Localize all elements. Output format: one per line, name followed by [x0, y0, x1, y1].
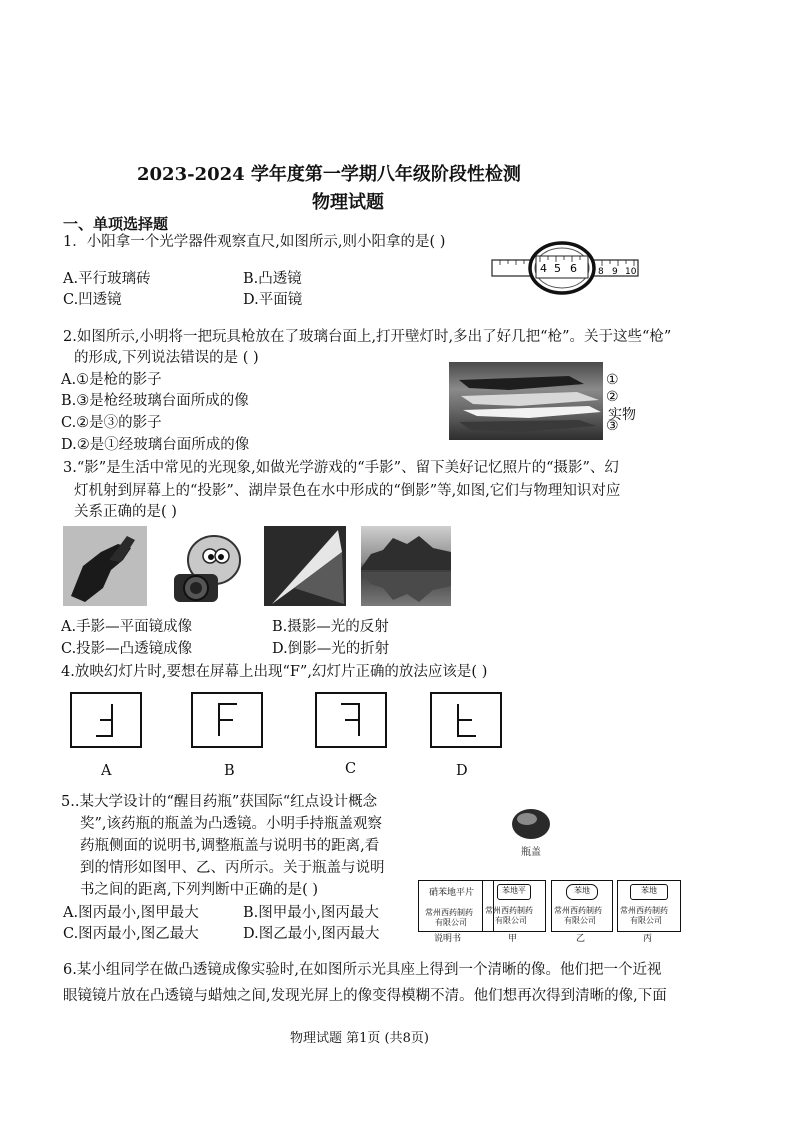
q5-stem-line5: 书之间的距离,下列判断中正确的是( ) [80, 882, 319, 898]
ruler-number: 9 [612, 267, 618, 277]
q4-label-d: D [456, 763, 468, 779]
q5-label-jia [482, 880, 546, 932]
q2-option-b: B.③是枪经玻璃台面所成的像 [61, 393, 249, 409]
ruler-number: 8 [598, 267, 604, 277]
q2-option-a: A.①是枪的影子 [61, 372, 162, 388]
q5-bottle-cap-image [510, 806, 552, 842]
q6-stem-line2: 眼镜镜片放在凸透镜与蜡烛之间,发现光屏上的像变得模糊不清。他们想再次得到清晰的像,下面 [63, 988, 667, 1004]
q5-option-b: B.图甲最小,图丙最大 [243, 905, 379, 921]
label-company-2: 有限公司 [435, 918, 467, 927]
q3-stem-line2: 灯机射到屏幕上的“投影”、湖岸景色在水中形成的“倒影”等,如图,它们与物理知识对应 [74, 483, 621, 499]
label-company: 常州西药制药 [425, 908, 473, 917]
q3-option-b: B.摄影—光的反射 [272, 619, 389, 635]
q5-caption-jia: 甲 [508, 934, 518, 944]
label-top-text: 硝苯地平片 [429, 888, 475, 898]
q5-stem-line3: 药瓶侧面的说明书,调整瓶盖与说明书的距离,看 [80, 838, 380, 854]
q5-cap-label: 瓶盖 [521, 847, 541, 858]
q2-option-c: C.②是③的影子 [61, 415, 162, 431]
q5-stem-line1: 5..某大学设计的“醒目药瓶”获国际“红点设计概念 [61, 794, 378, 810]
q2-mark-2: ② [606, 389, 619, 405]
ruler-number: 5 [554, 262, 561, 275]
exam-title: 2023-2024 学年度第一学期八年级阶段性检测 [137, 164, 521, 185]
q2-mark-object: 实物 [608, 407, 636, 423]
q5-option-c: C.图丙最小,图乙最大 [63, 926, 199, 942]
q5-stem-line4: 到的情形如图甲、乙、丙所示。关于瓶盖与说明 [80, 860, 385, 876]
q4-slide-c [315, 692, 387, 748]
q2-stem-line1: 2.如图所示,小明将一把玩具枪放在了玻璃台面上,打开壁灯时,多出了好几把“枪”。关于这些“枪” [63, 329, 672, 345]
q5-caption-bing: 丙 [643, 934, 653, 944]
q3-projection-photo [264, 526, 346, 606]
section-heading: 一、单项选择题 [63, 215, 169, 233]
q2-option-d: D.②是①经玻璃台面所成的像 [61, 437, 250, 453]
label-top-text: 苯地 [566, 884, 598, 900]
label-top-text: 苯地 [630, 884, 668, 900]
q1-option-b: B.凸透镜 [243, 271, 302, 287]
q3-option-d: D.倒影—光的折射 [272, 641, 390, 657]
ruler-number: 10 [625, 267, 637, 277]
q2-stem-line2: 的形成,下列说法错误的是 ( ) [74, 350, 259, 366]
q4-slide-a [70, 692, 142, 748]
q1-option-d: D.平面镜 [243, 292, 303, 308]
label-company: 常州西药制药 [485, 906, 533, 915]
q4-slide-b [191, 692, 263, 748]
q3-lake-reflection-photo [361, 526, 451, 606]
q5-label-bing [617, 880, 681, 932]
ruler-number: 4 [540, 262, 547, 275]
q3-hand-shadow-photo [63, 526, 147, 606]
q4-label-a: A [101, 763, 112, 779]
page-footer: 物理试题 第1页 (共8页) [290, 1031, 429, 1046]
q2-toy-gun-photo [449, 362, 603, 440]
q6-stem-line1: 6.某小组同学在做凸透镜成像实验时,在如图所示光具座上得到一个清晰的像。他们把一个近视 [63, 962, 662, 978]
q1-option-c: C.凹透镜 [63, 292, 122, 308]
q3-option-c: C.投影—凸透镜成像 [61, 641, 193, 657]
q1-ruler-lens-figure [490, 240, 642, 300]
q3-stem-line3: 关系正确的是( ) [74, 504, 177, 520]
q3-camera-photo [160, 526, 248, 606]
label-company-2: 有限公司 [495, 916, 527, 925]
q4-stem: 4.放映幻灯片时,要想在屏幕上出现“F”,幻灯片正确的放法应该是( ) [61, 664, 488, 680]
q5-option-d: D.图乙最小,图丙最大 [243, 926, 380, 942]
q5-option-a: A.图丙最小,图甲最大 [63, 905, 199, 921]
ruler-number: 6 [570, 262, 577, 275]
q4-label-b: B [224, 763, 235, 779]
label-top-text: 苯地平 [497, 884, 531, 900]
q4-slide-d [430, 692, 502, 748]
q2-mark-3: ③ [606, 418, 619, 434]
q5-label-yi [551, 880, 613, 932]
q2-mark-1: ① [606, 372, 619, 388]
q5-caption-yi: 乙 [576, 934, 586, 944]
q3-option-a: A.手影—平面镜成像 [61, 619, 193, 635]
label-company-2: 有限公司 [630, 916, 662, 925]
q1-stem: 1．小阳拿一个光学器件观察直尺,如图所示,则小阳拿的是( ) [63, 234, 446, 250]
q3-stem-line1: 3.“影”是生活中常见的光现象,如做光学游戏的“手影”、留下美好记忆照片的“摄影”、幻 [63, 460, 619, 476]
exam-subtitle: 物理试题 [312, 192, 384, 213]
label-company-2: 有限公司 [564, 916, 596, 925]
label-company: 常州西药制药 [554, 906, 602, 915]
q5-stem-line2: 奖”,该药瓶的瓶盖为凸透镜。小明手持瓶盖观察 [80, 816, 383, 832]
q5-caption-instructions: 说明书 [434, 934, 462, 944]
q1-option-a: A.平行玻璃砖 [63, 271, 151, 287]
label-company: 常州西药制药 [620, 906, 668, 915]
q4-label-c: C [345, 761, 357, 777]
